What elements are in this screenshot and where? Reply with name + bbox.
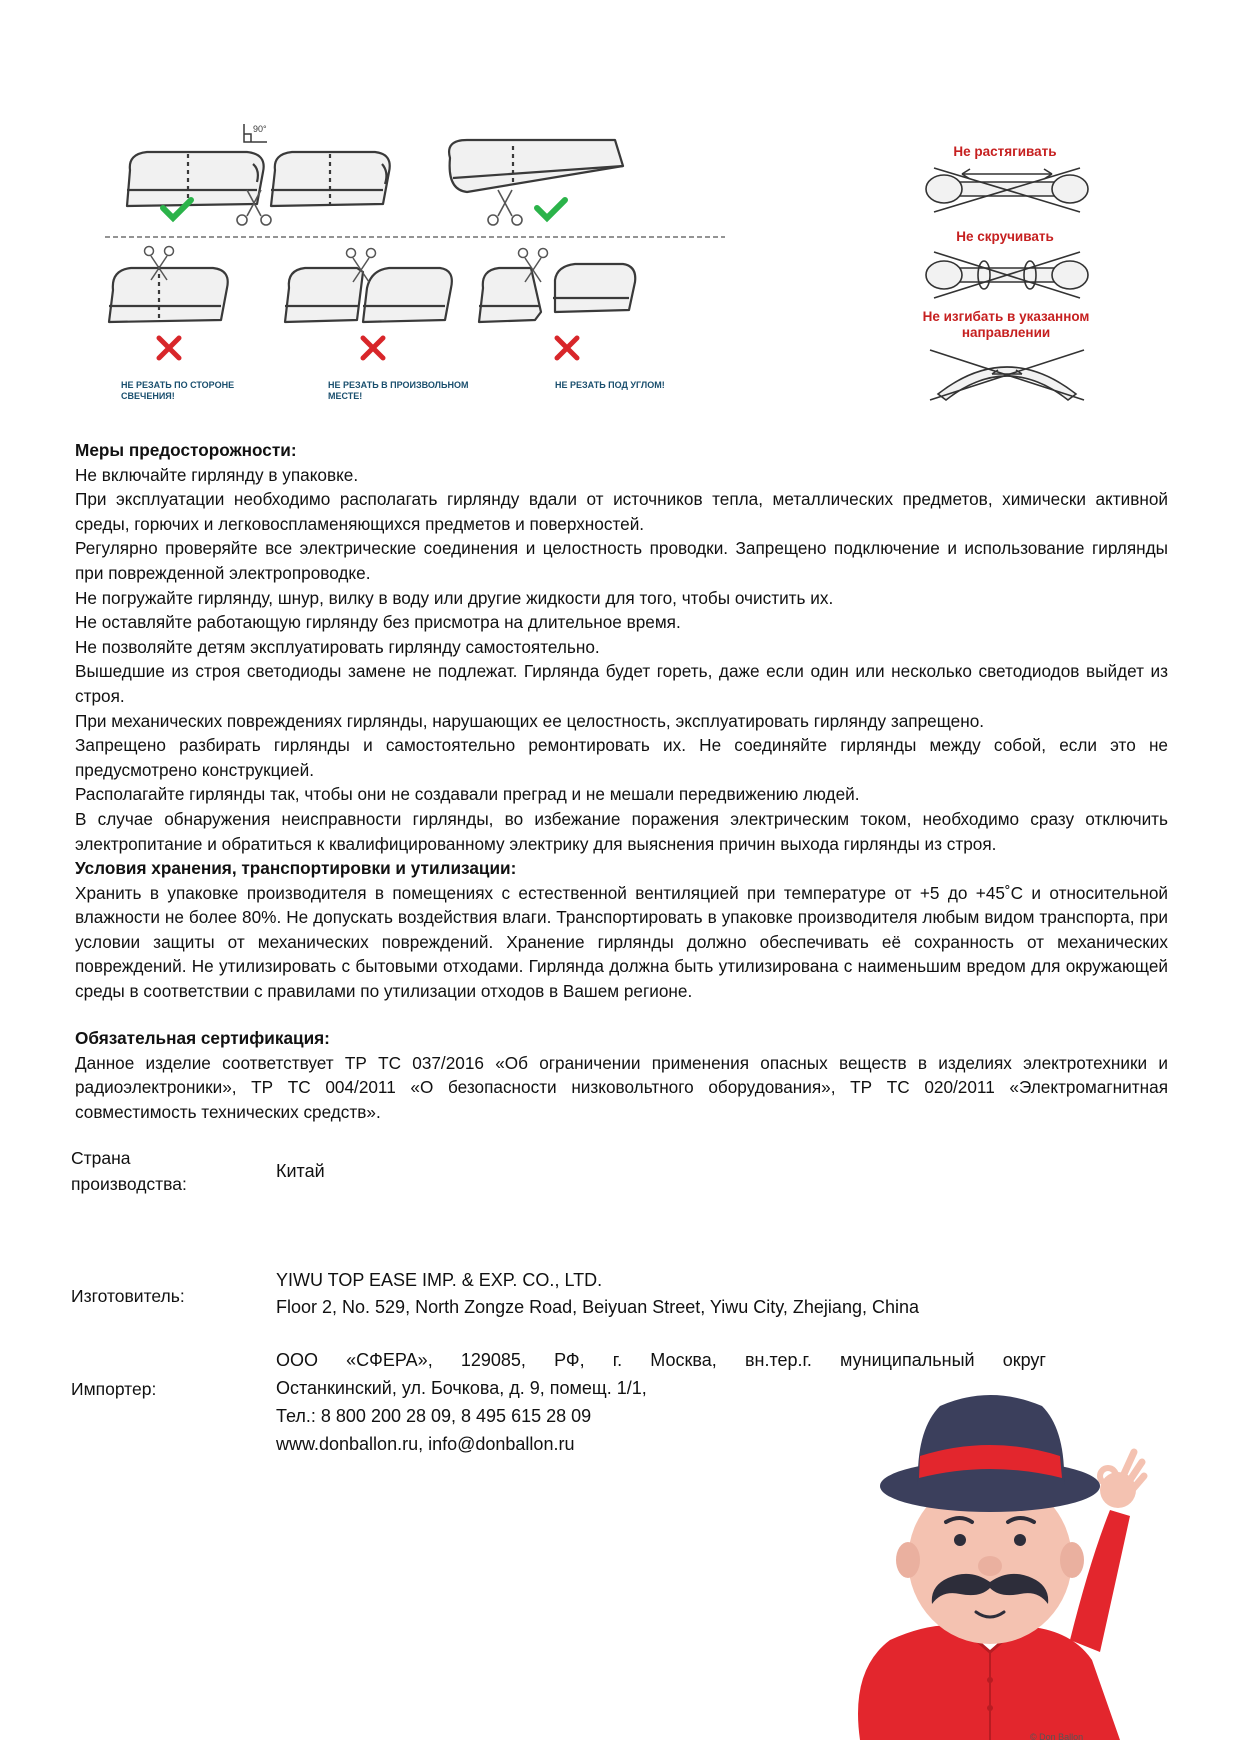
country-value: Китай <box>276 1161 325 1181</box>
cross-icon <box>159 338 179 358</box>
wrong-label-place: НЕ РЕЗАТЬ В ПРОИЗВОЛЬНОМ МЕСТЕ! <box>328 380 469 401</box>
mascot-copyright: © Don Ballon <box>1030 1732 1084 1742</box>
precaution-item: Не включайте гирлянду в упаковке. <box>75 464 359 485</box>
importer-address-line2: Останкинский, ул. Бочкова, д. 9, помещ. 1/1, <box>276 1378 647 1398</box>
importer-web: www.donballon.ru, info@donballon.ru <box>276 1434 575 1454</box>
precaution-item: При эксплуатации необходимо располагать гирлянду вдали от источников тепла, металлических предметов, химически активной среды, горючих и легковоспламеняющихся предметов и поверхностей. <box>75 489 1168 534</box>
precaution-item: Не позволяйте детям эксплуатировать гирлянду самостоятельно. <box>75 636 600 657</box>
angle-label: 90° <box>253 124 267 134</box>
strip-correct-cut-2 <box>449 140 623 192</box>
country-label-line: производства: <box>71 1174 187 1194</box>
strip-wrong-side <box>109 266 228 322</box>
cross-icon <box>363 338 383 358</box>
twist-illustration <box>922 248 1092 302</box>
precaution-item: Вышедшие из строя светодиоды замене не подлежат. Гирлянда будет гореть, даже если один или несколько светодиодов выйдет из строя. <box>75 661 1168 706</box>
importer-label: Импортер: <box>71 1379 157 1399</box>
country-label-line: Страна <box>71 1148 131 1168</box>
country-label <box>71 1145 187 1197</box>
importer-phone: Тел.: 8 800 200 28 09, 8 495 615 28 09 <box>276 1406 592 1426</box>
precaution-item: Регулярно проверяйте все электрические соединения и целостность проводки. Запрещено подключение и использование гирлянды при поврежденной электропроводке. <box>75 538 1168 583</box>
precaution-item: Запрещено разбирать гирлянды и самостоятельно ремонтировать их. Не соединяйте гирлянды между собой, если это не предусмотрено конструкцией. <box>75 735 1168 780</box>
precaution-item: Располагайте гирлянды так, чтобы они не создавали преград и не мешали передвижению людей. <box>75 784 860 805</box>
warning-no-twist: Не скручивать <box>956 229 1054 244</box>
manufacturer-label: Изготовитель: <box>71 1286 185 1306</box>
cutting-diagram <box>95 120 735 410</box>
cross-icon <box>557 338 577 358</box>
bend-illustration <box>922 344 1092 404</box>
warning-no-bend: Не изгибать в указанном направлении <box>922 309 1090 340</box>
storage-text: Хранить в упаковке производителя в помещениях с естественной вентиляцией при температуре от +5 до +45˚С и относительной влажности не более 80%. Не допускать воздействия влаги. Транспортировать в упаковке производителя любым видом транспорта, при условии защиты от механических повреждений. Хранение гирлянды должно обеспечивать её сохранность от механических повреждений. Не утилизировать с бытовыми отходами. Гирлянда должна быть утилизирована с наименьшим вредом для окружающей среды в соответствии с правилами по утилизации отходов в Вашем регионе. <box>75 882 1168 1002</box>
manufacturer-name: YIWU TOP EASE IMP. & EXP. CO., LTD. <box>276 1270 603 1290</box>
certification-text: Данное изделие соответствует ТР ТС 037/2016 «Об ограничении применения опасных веществ в изделиях электротехники и радиоэлектроники», ТР ТС 004/2011 «О безопасности низковольтного оборудования», ТР ТС 020/2011 «Электромагнитная совместимость технических средств». <box>75 1052 1168 1122</box>
wrong-label-side: НЕ РЕЗАТЬ ПО СТОРОНЕ СВЕЧЕНИЯ! <box>121 380 235 401</box>
checkmark-icon <box>537 200 565 218</box>
importer-address-line1: ООО «СФЕРА», 129085, РФ, г. Москва, вн.тер.г. муниципальный округ <box>276 1350 1046 1370</box>
don-ballon-mascot <box>820 1390 1150 1740</box>
scissors-icon <box>488 190 522 225</box>
wrong-label-angle: НЕ РЕЗАТЬ ПОД УГЛОМ! <box>555 380 665 390</box>
warning-no-stretch: Не растягивать <box>953 144 1057 159</box>
precaution-item: Не погружайте гирлянду, шнур, вилку в воду или другие жидкости для того, чтобы очистить их. <box>75 587 834 608</box>
strip-wrong-angle <box>479 264 635 322</box>
certification-heading: Обязательная сертификация: <box>75 1028 330 1048</box>
precautions-heading: Меры предосторожности: <box>75 440 297 460</box>
strip-correct-cut <box>127 152 390 206</box>
manufacturer-address: Floor 2, No. 529, North Zongze Road, Beiyuan Street, Yiwu City, Zhejiang, China <box>276 1297 919 1317</box>
precaution-item: Не оставляйте работающую гирлянду без присмотра на длительное время. <box>75 612 681 633</box>
storage-heading: Условия хранения, транспортировки и утилизации: <box>75 858 517 879</box>
strip-wrong-place <box>285 268 452 322</box>
certification-section <box>75 1026 1168 1124</box>
precaution-item: При механических повреждениях гирлянды, нарушающих ее целостность, эксплуатировать гирлянду запрещено. <box>75 710 985 731</box>
precaution-item: В случае обнаружения неисправности гирлянды, во избежание поражения электрическим током, необходимо сразу отключить электропитание и обратиться к квалифицированному электрику для выяснения причин выхода гирлянды из строя. <box>75 808 1168 854</box>
precautions-section <box>75 438 1168 1004</box>
stretch-illustration <box>922 162 1092 218</box>
